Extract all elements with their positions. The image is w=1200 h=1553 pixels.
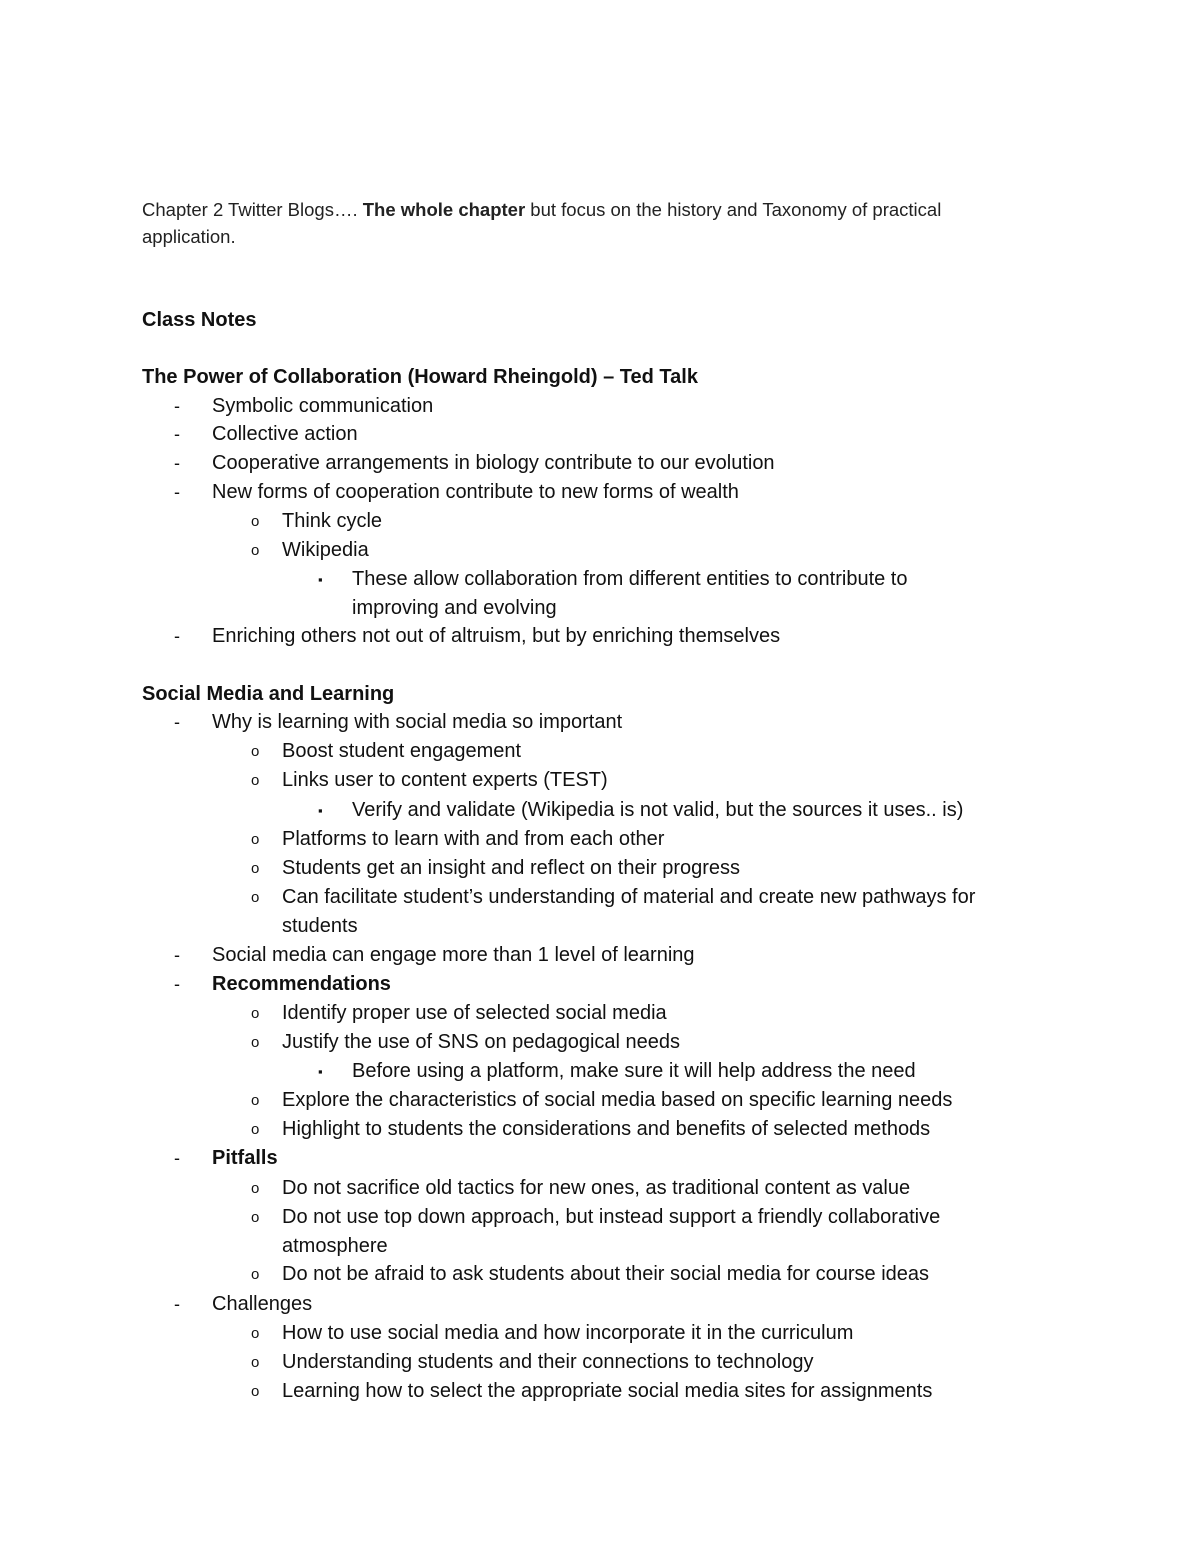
circle-bullet: o [251,1034,260,1051]
list-item: How to use social media and how incorporate it in the curriculum [282,1322,854,1344]
list-item: Boost student engagement [282,740,522,762]
circle-bullet: o [251,743,260,760]
list-item: Verify and validate (Wikipedia is not valid, but the sources it uses.. is) [352,799,964,821]
intro-prefix: Chapter 2 Twitter Blogs…. [142,199,363,220]
list-item: Why is learning with social media so important [212,711,623,733]
section-title-collaboration: The Power of Collaboration (Howard Rheingold) – Ted Talk [142,366,698,388]
list-item: Understanding students and their connections to technology [282,1351,814,1373]
dash-bullet: - [174,626,180,646]
list-item-continuation: atmosphere [282,1235,388,1257]
list-item: Links user to content experts (TEST) [282,769,608,791]
intro-bold: The whole chapter [362,199,526,220]
square-bullet: ▪ [318,572,323,587]
list-item: Think cycle [282,510,383,532]
list-item: New forms of cooperation contribute to new forms of wealth [212,481,739,503]
list-item: Cooperative arrangements in biology contribute to our evolution [212,452,775,474]
circle-bullet: o [251,1121,260,1138]
circle-bullet: o [251,831,260,848]
circle-bullet: o [251,860,260,877]
dash-bullet: - [174,453,180,473]
dash-bullet: - [174,1294,180,1314]
circle-bullet: o [251,513,260,530]
dash-bullet: - [174,482,180,502]
circle-bullet: o [251,1383,260,1400]
dash-bullet: - [174,396,180,416]
list-item: Students get an insight and reflect on their progress [282,857,741,879]
list-item: Learning how to select the appropriate social media sites for assignments [282,1380,933,1402]
circle-bullet: o [251,1266,260,1283]
list-item: Explore the characteristics of social media based on specific learning needs [282,1089,953,1111]
dash-bullet: - [174,424,180,444]
list-item: Do not sacrifice old tactics for new ones, as traditional content as value [282,1177,911,1199]
circle-bullet: o [251,1325,260,1342]
circle-bullet: o [251,542,260,559]
circle-bullet: o [251,1005,260,1022]
circle-bullet: o [251,1209,260,1226]
list-item: Symbolic communication [212,395,434,417]
circle-bullet: o [251,1180,260,1197]
chapter-assignment-note [142,196,1022,250]
list-item: Before using a platform, make sure it will help address the need [352,1060,916,1082]
list-item: Do not be afraid to ask students about their social media for course ideas [282,1263,930,1285]
section-title-social-media: Social Media and Learning [142,683,395,705]
list-item: Enriching others not out of altruism, but by enriching themselves [212,625,781,647]
dash-bullet: - [174,1148,180,1168]
circle-bullet: o [251,772,260,789]
list-item-continuation: improving and evolving [352,597,557,619]
square-bullet: ▪ [318,1064,323,1079]
recommendations-label: Recommendations [212,973,391,995]
intro-suffix: but focus on the history and Taxonomy of practical application. [142,199,942,247]
list-item: These allow collaboration from different entities to contribute to [352,568,908,590]
list-item: Justify the use of SNS on pedagogical needs [282,1031,681,1053]
circle-bullet: o [251,1092,260,1109]
class-notes-heading: Class Notes [142,309,257,331]
list-item: Collective action [212,423,358,445]
dash-bullet: - [174,712,180,732]
list-item: Platforms to learn with and from each other [282,828,665,850]
list-item-continuation: students [282,915,358,937]
challenges-label: Challenges [212,1293,313,1315]
dash-bullet: - [174,945,180,965]
list-item: Highlight to students the considerations and benefits of selected methods [282,1118,931,1140]
circle-bullet: o [251,1354,260,1371]
list-item: Identify proper use of selected social media [282,1002,667,1024]
pitfalls-label: Pitfalls [212,1147,278,1169]
dash-bullet: - [174,974,180,994]
list-item: Social media can engage more than 1 level of learning [212,944,695,966]
list-item: Can facilitate student’s understanding of material and create new pathways for [282,886,976,908]
circle-bullet: o [251,889,260,906]
list-item: Wikipedia [282,539,369,561]
list-item: Do not use top down approach, but instead support a friendly collaborative [282,1206,941,1228]
square-bullet: ▪ [318,803,323,818]
